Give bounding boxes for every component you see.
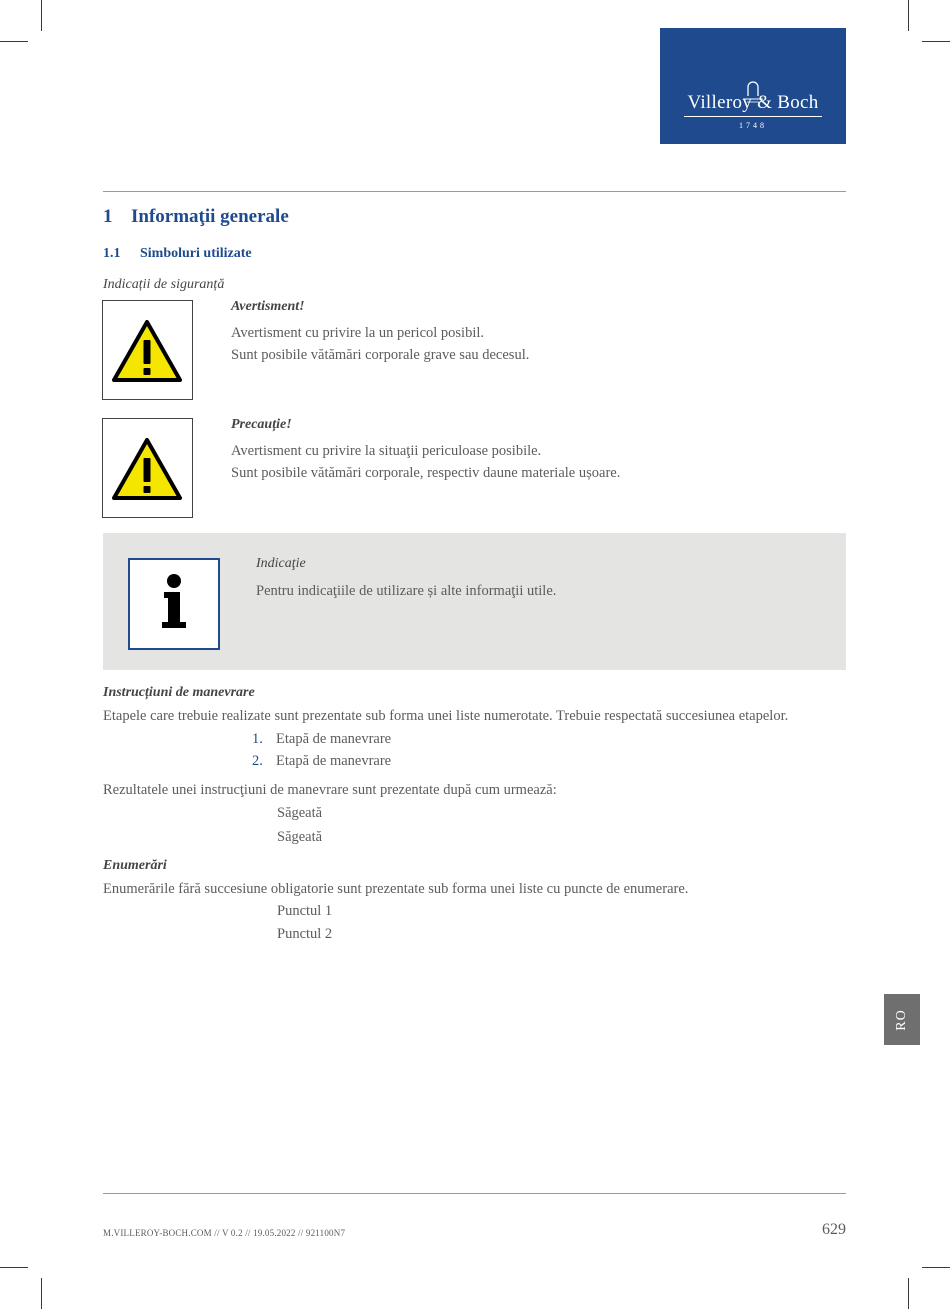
warning-line: Sunt posibile vătămări corporale grave sau decesul. — [231, 347, 530, 363]
crop-mark — [908, 1278, 909, 1309]
list-item: Săgeată — [277, 805, 323, 821]
enumerations-text: Enumerările fără succesiune obligatorie sunt prezentate sub forma unei liste cu puncte de enumerare. — [103, 881, 689, 897]
caution-icon-box — [102, 418, 193, 518]
language-tab — [884, 994, 920, 1045]
subsection-title-text: Simboluri utilizate — [140, 246, 252, 261]
step-number: 1. — [252, 731, 263, 747]
list-item: Punctul 1 — [277, 903, 333, 919]
step-label: Etapă de manevrare — [276, 753, 392, 769]
section-number: 1 — [103, 206, 113, 227]
info-icon-box — [128, 558, 220, 650]
step-label: Etapă de manevrare — [276, 731, 392, 747]
crop-mark — [908, 0, 909, 31]
info-title: Indicaţie — [256, 556, 306, 571]
caution-line: Sunt posibile vătămări corporale, respectiv daune materiale ușoare. — [231, 465, 621, 481]
crop-mark — [41, 1278, 42, 1309]
footer-meta: M.VILLEROY-BOCH.COM // V 0.2 // 19.05.2022 // 921100N7 — [103, 1228, 346, 1238]
caution-text — [231, 440, 620, 484]
step-number: 2. — [252, 753, 263, 769]
enumerations-list — [277, 900, 332, 946]
subsection-title — [103, 246, 252, 262]
results-text: Rezultatele unei instrucţiuni de manevrare sunt prezentate după cum urmează: — [103, 782, 557, 798]
info-panel — [103, 533, 846, 670]
section-title — [103, 206, 289, 228]
crop-mark — [922, 1267, 950, 1268]
header-rule — [103, 191, 846, 192]
crop-mark — [0, 41, 28, 42]
enumerations-heading: Enumerări — [103, 858, 167, 873]
brand-name: Villeroy & Boch — [687, 92, 819, 113]
list-item: Săgeată — [277, 829, 323, 845]
crop-mark — [0, 1267, 28, 1268]
brand-year: 1748 — [739, 121, 767, 130]
list-item: Punctul 2 — [277, 926, 333, 942]
warning-triangle-icon — [111, 319, 183, 383]
list-item — [252, 728, 391, 750]
brand-logo — [660, 28, 846, 144]
list-item — [252, 750, 391, 772]
brand-underline — [684, 116, 822, 117]
warning-icon-box — [102, 300, 193, 400]
safety-heading: Indicații de siguranță — [103, 277, 225, 292]
step-list — [252, 728, 391, 772]
crop-mark — [922, 41, 950, 42]
info-text: Pentru indicaţiile de utilizare și alte informaţii utile. — [256, 583, 557, 599]
instructions-heading: Instrucțiuni de manevrare — [103, 685, 255, 700]
language-tab-label: RO — [894, 1008, 909, 1031]
info-icon — [130, 560, 218, 648]
caution-title: Precauție! — [231, 417, 292, 432]
warning-line: Avertisment cu privire la un pericol posibil. — [231, 325, 485, 341]
page-number: 629 — [822, 1221, 846, 1238]
warning-text — [231, 322, 529, 366]
warning-title: Avertisment! — [231, 299, 305, 314]
footer-rule — [103, 1193, 846, 1194]
warning-triangle-icon — [111, 437, 183, 501]
caution-line: Avertisment cu privire la situaţii periculoase posibile. — [231, 443, 542, 459]
section-title-text: Informaţii generale — [131, 206, 289, 227]
crop-mark — [41, 0, 42, 31]
subsection-number: 1.1 — [103, 246, 121, 261]
instructions-text: Etapele care trebuie realizate sunt prezentate sub forma unei liste numerotate. Trebuie respectată succesiunea etapelor. — [103, 708, 789, 724]
results-list — [277, 801, 322, 849]
